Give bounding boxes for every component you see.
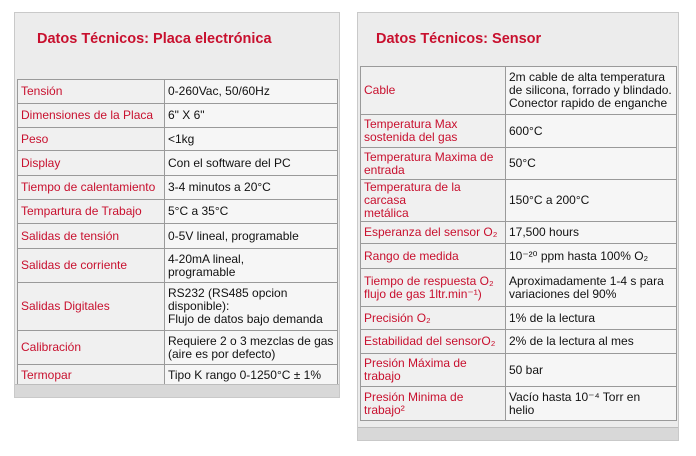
spec-label: Peso [18,128,165,151]
table-row [18,128,338,151]
right-spec-table [360,66,677,421]
table-row [361,67,677,115]
spec-value: 2m cable de alta temperatura de silicona, forrado y blindado. Conector rapido de enganche [506,67,677,115]
spec-value: 6" X 6" [165,104,338,128]
spec-value: 50 bar [506,354,677,387]
spec-value: 150°C a 200°C [506,180,677,222]
spec-label: Tempartura de Trabajo [18,200,165,224]
table-row [18,176,338,200]
spec-value: Vacío hasta 10⁻⁴ Torr en helio [506,387,677,421]
spec-value: 2% de la lectura al mes [506,330,677,354]
spec-label: Temperatura Max sostenida del gas [361,115,506,148]
left-panel-title: Datos Técnicos: Placa electrónica [37,31,272,47]
spec-value: Tipo K rango 0-1250°C ± 1% [165,365,338,387]
spec-label: Salidas Digitales [18,283,165,331]
right-spec-panel [357,12,679,441]
right-panel-footer [358,427,678,440]
table-row [361,330,677,354]
spec-value: 600°C [506,115,677,148]
spec-label: Termopar [18,365,165,387]
spec-label: Calibración [18,331,165,365]
spec-label: Presión Máxima de trabajo [361,354,506,387]
spec-label: Dimensiones de la Placa [18,104,165,128]
left-spec-panel [14,12,340,398]
spec-value: Aproximadamente 1-4 s para variaciones del 90% [506,269,677,307]
table-row [18,200,338,224]
spec-label: Salidas de tensión [18,224,165,249]
spec-value: 5°C a 35°C [165,200,338,224]
spec-label: Temperatura Maxima de entrada [361,148,506,180]
spec-label: Tiempo de respuesta O₂ flujo de gas 1ltr.min⁻¹) [361,269,506,307]
table-row [18,224,338,249]
table-row [361,269,677,307]
table-row [361,244,677,269]
spec-label: Precisión O₂ [361,307,506,330]
table-row [361,387,677,421]
spec-label: Salidas de corriente [18,249,165,283]
right-panel-header [358,13,678,61]
table-row [18,331,338,365]
left-panel-header [15,13,339,61]
spec-value: 50°C [506,148,677,180]
spec-label: Tensión [18,80,165,104]
spec-label: Rango de medida [361,244,506,269]
spec-label: Estabilidad del sensorO₂ [361,330,506,354]
spec-value: 3-4 minutos a 20°C [165,176,338,200]
left-panel-footer [15,384,339,397]
spec-label: Tiempo de calentamiento [18,176,165,200]
table-row [361,354,677,387]
spec-label: Cable [361,67,506,115]
spec-value: 0-5V lineal, programable [165,224,338,249]
spec-label: Presión Minima de trabajo² [361,387,506,421]
table-row [18,249,338,283]
right-panel-title: Datos Técnicos: Sensor [376,31,542,47]
table-row [18,283,338,331]
table-row [18,104,338,128]
spec-value: 1% de la lectura [506,307,677,330]
table-row [361,180,677,222]
table-row [361,148,677,180]
spec-label: Temperatura de la carcasa metálica [361,180,506,222]
table-row [361,307,677,330]
table-row [18,80,338,104]
spec-value: 17,500 hours [506,222,677,244]
spec-value: 0-260Vac, 50/60Hz [165,80,338,104]
spec-label: Esperanza del sensor O₂ [361,222,506,244]
spec-value: 10⁻²⁰ ppm hasta 100% O₂ [506,244,677,269]
spec-value: 4-20mA lineal, programable [165,249,338,283]
spec-value: <1kg [165,128,338,151]
table-row [361,115,677,148]
spec-value: Requiere 2 o 3 mezclas de gas (aire es por defecto) [165,331,338,365]
table-row [361,222,677,244]
spec-value: RS232 (RS485 opcion disponible): Flujo de datos bajo demanda [165,283,338,331]
table-row [18,151,338,176]
spec-label: Display [18,151,165,176]
left-spec-table [17,79,338,387]
spec-value: Con el software del PC [165,151,338,176]
